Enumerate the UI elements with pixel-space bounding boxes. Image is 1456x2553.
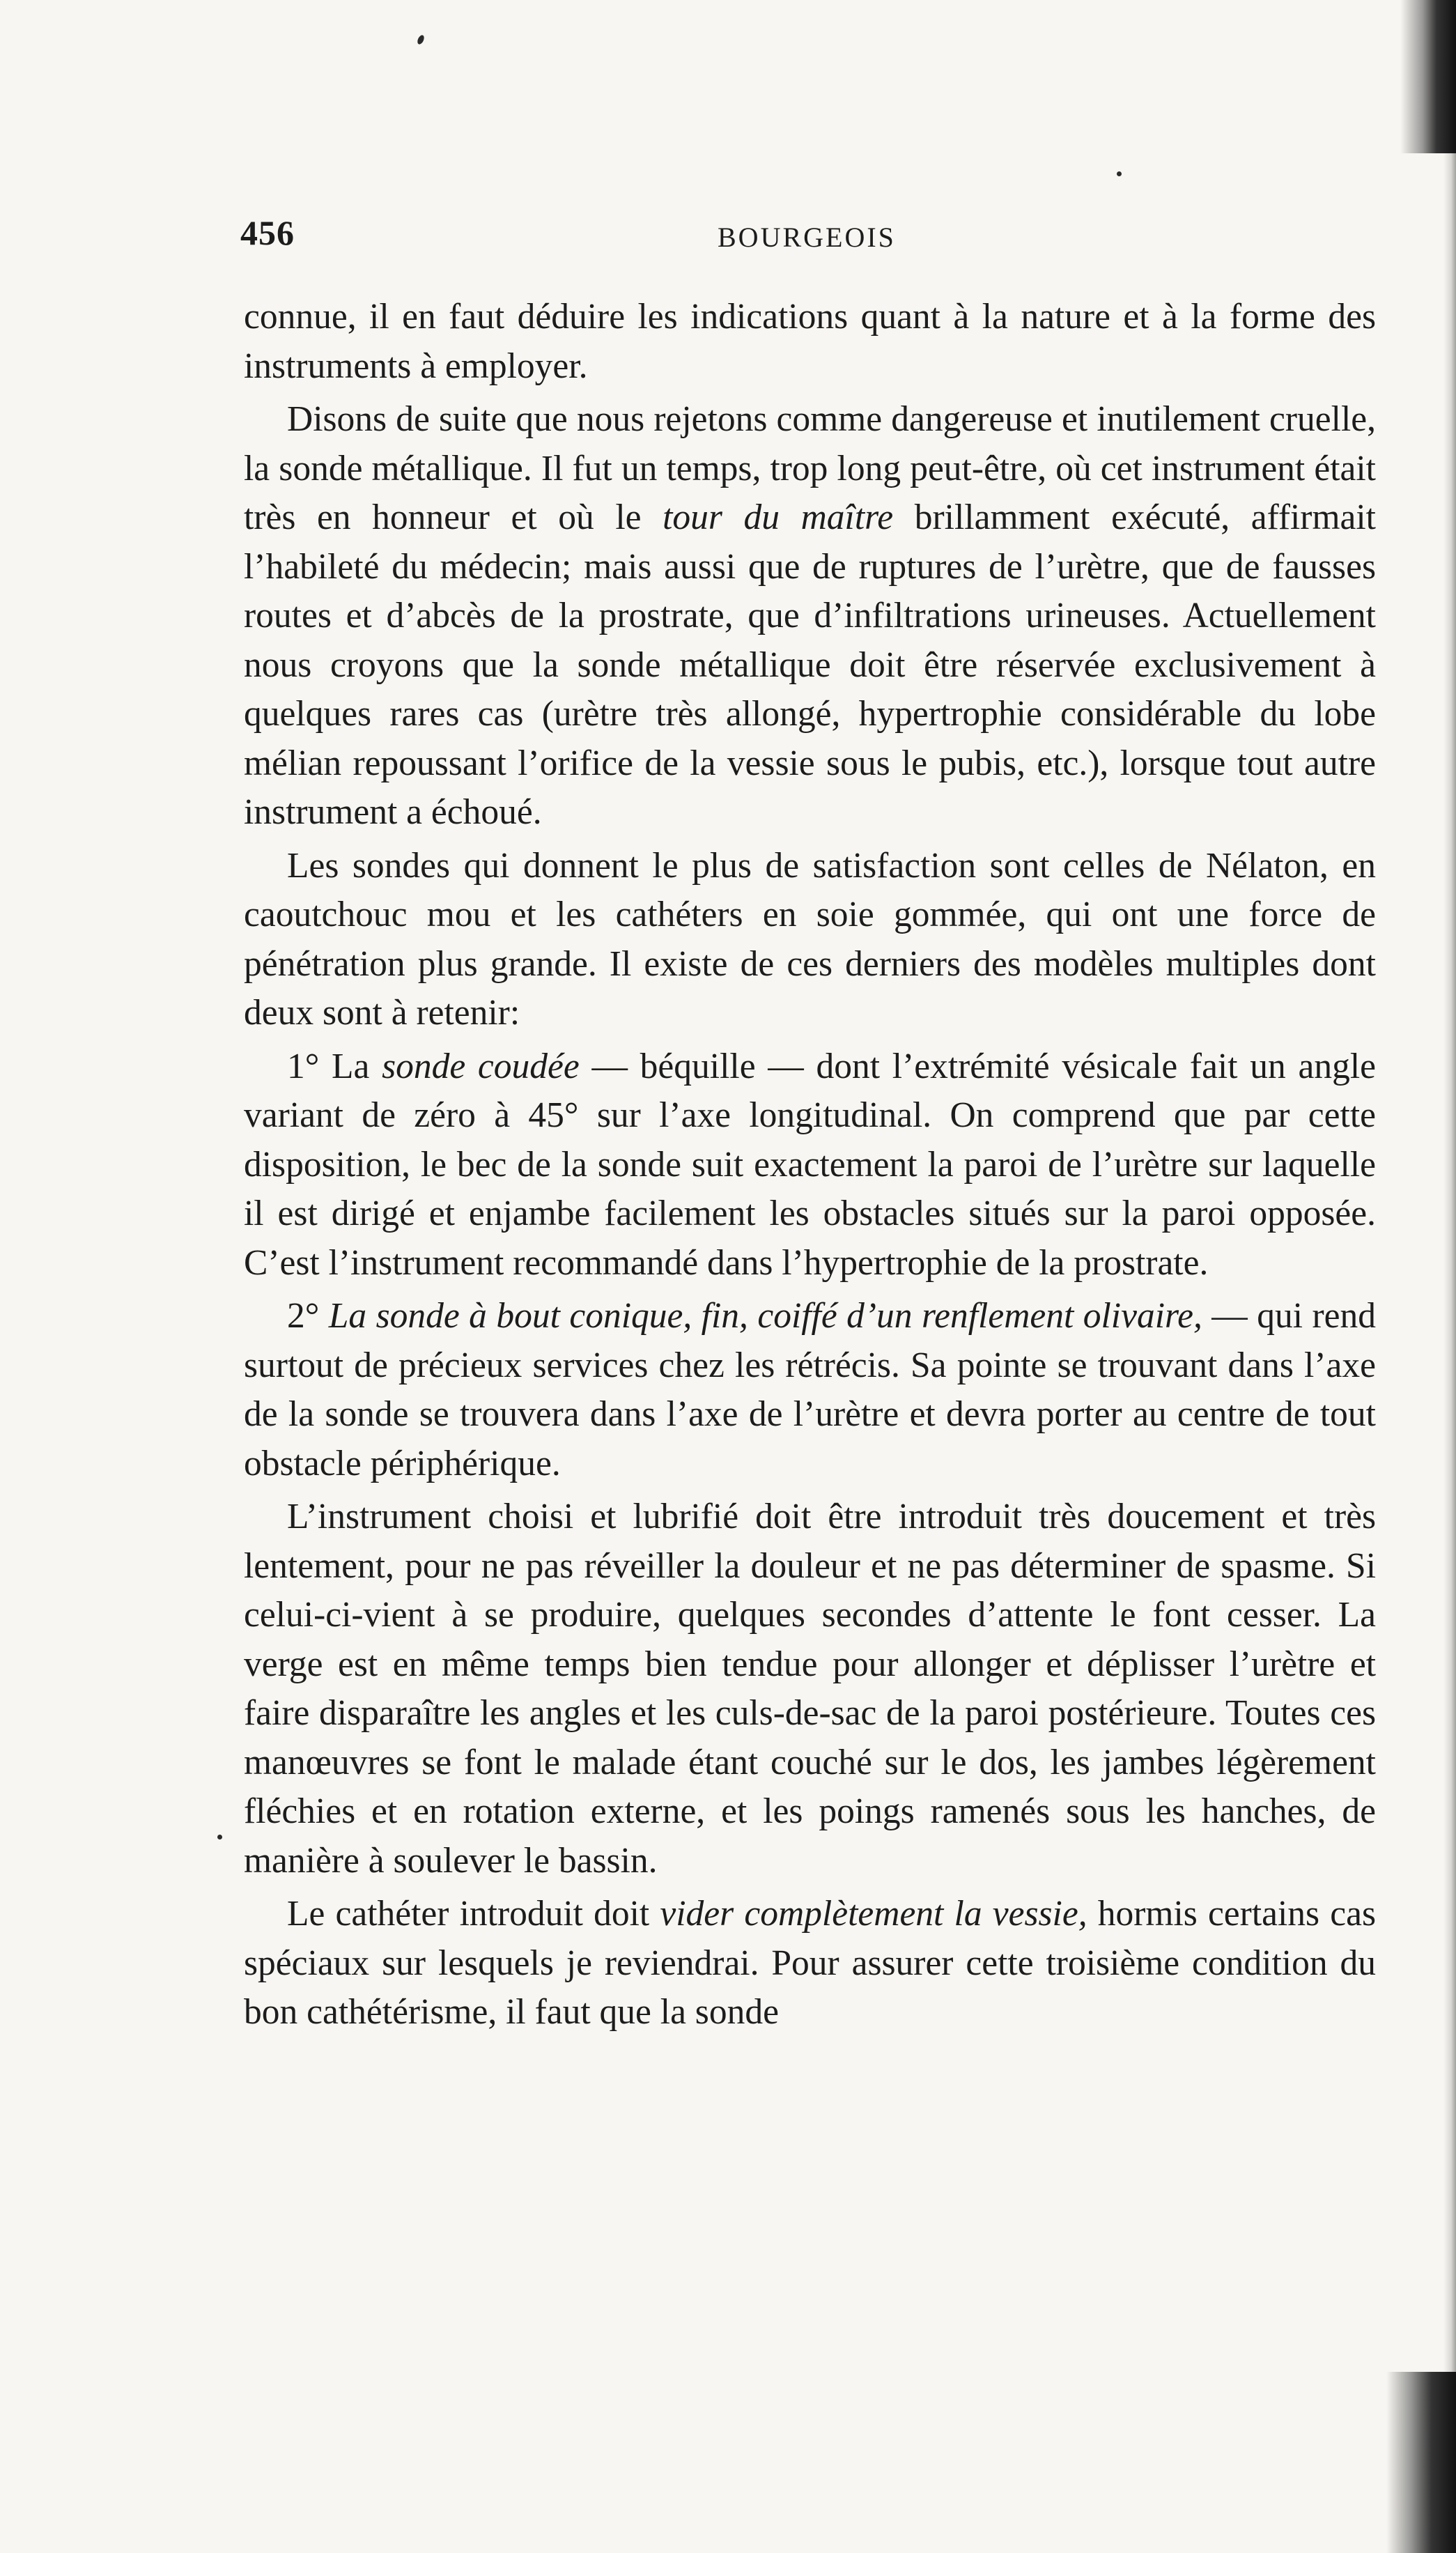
text-segment: Les sondes qui donnent le plus de satisfaction sont celles de Nélaton, en caoutchouc mou et les cathéters en soie gommée, qui ont une force de pénétration plus grande. Il existe de ces derniers des modèles multiples dont deux sont à retenir: bbox=[244, 845, 1376, 1033]
ink-speck bbox=[416, 34, 425, 45]
italic-segment: tour du maître bbox=[663, 498, 894, 537]
paragraph-7 bbox=[244, 1890, 1376, 2037]
text-segment: L’instrument choisi et lubrifié doit être introduit très doucement et très lentement, pour ne pas réveiller la douleur et ne pas déterminer de spasme. Si celui-ci-vient à se produire, quelques secondes d’attente le font cesser. La verge est en même temps bien tendue pour allonger et déplisser l’urètre et faire disparaître les angles et les culs-de-sac de la paroi postérieure. Toutes ces manœuvres se font le malade étant couché sur le dos, les jambes légèrement fléchies et en rotation externe, et les poings ramenés sous les hanches, de manière à soulever le bassin. bbox=[244, 1497, 1376, 1881]
italic-segment: La sonde à bout conique, fin, coiffé d’un renflement olivaire, bbox=[328, 1296, 1202, 1336]
paragraph-4 bbox=[244, 1042, 1376, 1288]
paragraph-3 bbox=[244, 842, 1376, 1038]
paragraph-1 bbox=[244, 293, 1376, 391]
text-segment: — béquille — dont l’extrémité vésicale fait un angle variant de zéro à 45° sur l’axe longitudinal. On comprend que par cette disposition, le bec de la sonde suit exactement la paroi de l’urètre sur laquelle il est dirigé et enjambe facilement les obstacles situés sur la paroi opposée. C’est l’instrument recommandé dans l’hypertrophie de la prostrate. bbox=[244, 1046, 1376, 1283]
text-segment: Disons de suite que nous rejetons comme dangereuse et inutilement cruelle, la sonde métallique. Il fut un temps, trop long peut-être, où cet instrument était très en honneur et où le bbox=[244, 399, 1376, 537]
italic-segment: sonde coudée bbox=[382, 1046, 580, 1086]
scan-edge-mark-bottom bbox=[1386, 2372, 1456, 2553]
ink-speck bbox=[217, 1835, 222, 1839]
text-segment: hormis certains cas spéciaux sur lesquels je reviendrai. Pour assurer cette troisième condition du bon cathétérisme, il faut que la sonde bbox=[244, 1894, 1376, 2032]
page-gutter-shadow bbox=[1443, 0, 1456, 2553]
text-segment: Le cathéter introduit doit bbox=[287, 1894, 660, 1934]
paragraph-5 bbox=[244, 1292, 1376, 1488]
text-segment: 1° La bbox=[287, 1046, 382, 1086]
running-head: BOURGEOIS bbox=[718, 222, 896, 253]
paragraph-6 bbox=[244, 1493, 1376, 1885]
paragraph-2 bbox=[244, 395, 1376, 838]
italic-segment: vider complètement la vessie, bbox=[660, 1894, 1087, 1934]
text-segment: brillamment exécuté, affirmait l’habileté du médecin; mais aussi que de ruptures de l’urètre, que de fausses routes et d’abcès de la prostrate, que d’infiltrations urineuses. Actuellement nous croyons que la sonde métallique doit être réservée exclusivement à quelques rares cas (urètre très allongé, hypertrophie considérable du lobe mélian repoussant l’orifice de la vessie sous le pubis, etc.), lorsque tout autre instrument a échoué. bbox=[244, 498, 1376, 832]
scan-edge-mark-top bbox=[1400, 0, 1456, 153]
text-segment: 2° bbox=[287, 1296, 329, 1336]
page-header bbox=[240, 213, 1383, 268]
ink-speck bbox=[1117, 171, 1122, 176]
page-number: 456 bbox=[240, 213, 295, 252]
text-segment: — qui rend surtout de précieux services chez les rétrécis. Sa pointe se trouvant dans l’axe de la sonde se trouvera dans l’axe de l’urètre et devra porter au centre de tout obstacle périphérique. bbox=[244, 1296, 1376, 1483]
body-text bbox=[244, 293, 1376, 2037]
text-segment: connue, il en faut déduire les indications quant à la nature et à la forme des instruments à employer. bbox=[244, 297, 1376, 386]
